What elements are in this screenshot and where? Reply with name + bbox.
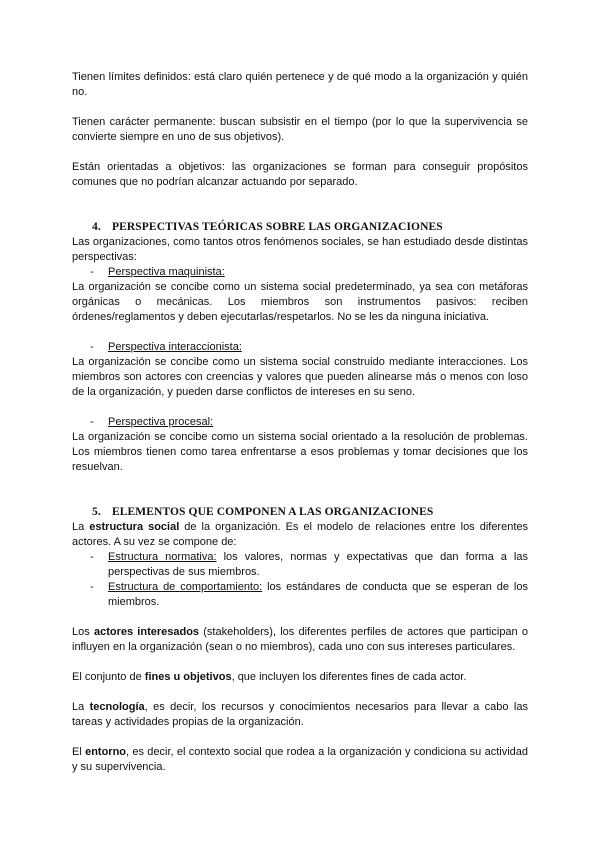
item-label: Estructura de comportamiento: — [108, 581, 263, 593]
section-4-title: PERSPECTIVAS TEÓRICAS SOBRE LAS ORGANIZACIONES — [112, 221, 443, 233]
perspective-maquinista-text: La organización se concibe como un sistema social predeterminado, ya sea con metáforas orgánicas o mecánicas. Los miembros son instrumentos pasivos: reciben órdenes/reglamentos y deben ejecutarlas/respetarlos. No se les da ninguna iniciativa. — [72, 281, 528, 323]
section-5-number: 5. — [92, 506, 101, 518]
estructura-list — [72, 550, 528, 610]
term-estructura-social: estructura social — [89, 521, 180, 533]
section-5-title: ELEMENTOS QUE COMPONEN A LAS ORGANIZACIONES — [112, 506, 434, 518]
estructura-social-paragraph: La estructura social de la organización. Es el modelo de relaciones entre los diferentes actores. A su vez se compone de: — [72, 521, 529, 548]
list-item-normativa: - Estructura normativa: los valores, normas y expectativas que dan forma a las perspectivas de sus miembros. — [90, 551, 528, 578]
perspective-procesal-text: La organización se concibe como un sistema social orientado a la resolución de problemas. Los miembros tienen como tarea enfrentarse a esos problemas y tomar decisiones que los resuelvan. — [72, 431, 528, 473]
list-dash: - — [90, 416, 94, 428]
perspective-interaccionista-text: La organización se concibe como un sistema social construido mediante interacciones. Los miembros son actores con creencias y valores que pueden alinearse más o menos con loso de la organización, y pueden darse conflictos de intereses en su seno. — [72, 356, 528, 398]
item-label: Estructura normativa: — [108, 551, 217, 563]
list-dash: - — [90, 551, 94, 563]
perspective-label: Perspectiva maquinista: — [108, 266, 225, 278]
section-4-heading — [72, 220, 528, 235]
entorno-paragraph: El entorno, es decir, el contexto social que rodea a la organización y condiciona su actividad y su supervivencia. — [72, 746, 528, 773]
section-4-number: 4. — [92, 221, 101, 233]
intro-paragraph-permanence: Tienen carácter permanente: buscan subsistir en el tiempo (por lo que la supervivencia se convierte siempre en uno de sus objetivos). — [72, 116, 528, 143]
term-fines: fines u objetivos — [144, 671, 232, 683]
document-page — [72, 70, 528, 775]
list-dash: - — [90, 581, 94, 593]
term-tecnologia: tecnología — [89, 701, 145, 713]
term-actores-interesados: actores interesados — [93, 626, 200, 638]
list-item-comportamiento: - Estructura de comportamiento: los estándares de conducta que se esperan de los miembros. — [90, 581, 528, 608]
list-dash: - — [90, 266, 94, 278]
tecnologia-paragraph: La tecnología, es decir, los recursos y conocimientos necesarios para llevar a cabo las tareas y actividades propias de la organización. — [72, 701, 528, 728]
perspective-interaccionista-heading — [72, 340, 528, 355]
fines-paragraph: El conjunto de fines u objetivos, que incluyen los diferentes fines de cada actor. — [72, 671, 467, 683]
perspective-procesal-heading — [72, 415, 528, 430]
perspective-label: Perspectiva procesal: — [108, 416, 214, 428]
term-entorno: entorno — [85, 746, 127, 758]
section-5-heading — [72, 505, 528, 520]
intro-paragraph-objectives: Están orientadas a objetivos: las organizaciones se forman para conseguir propósitos comunes que no podrían alcanzar actuando por separado. — [72, 161, 528, 188]
intro-paragraph-limits: Tienen límites definidos: está claro quién pertenece y de qué modo a la organización y quién no. — [72, 71, 528, 98]
actores-paragraph: Los actores interesados (stakeholders), los diferentes perfiles de actores que participan o influyen en la organización (sean o no miembros), cada uno con sus intereses particulares. — [72, 626, 528, 653]
section-4-intro: Las organizaciones, como tantos otros fenómenos sociales, se han estudiado desde distintas perspectivas: — [72, 236, 528, 263]
list-dash: - — [90, 341, 94, 353]
perspective-label: Perspectiva interaccionista: — [108, 341, 242, 353]
perspective-maquinista-heading — [72, 265, 528, 280]
